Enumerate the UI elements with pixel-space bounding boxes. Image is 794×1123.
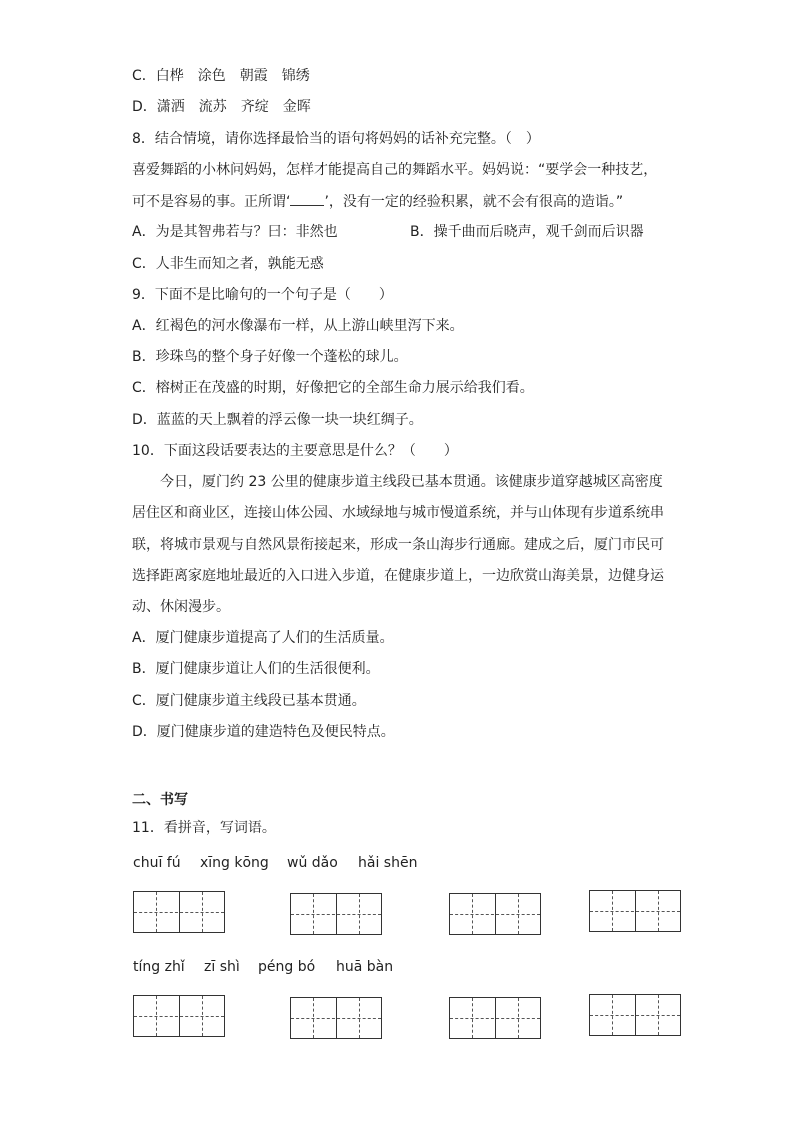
pinyin-ting-zhi: tíng zhǐ bbox=[133, 959, 185, 975]
q7-option-c: C．白桦 涂色 朝霞 锦绣 bbox=[132, 68, 310, 84]
q9-option-b: B．珍珠鸟的整个身子好像一个蓬松的球儿。 bbox=[132, 349, 408, 365]
pinyin-wu-dao: wǔ dǎo bbox=[287, 855, 338, 871]
writing-grid[interactable] bbox=[449, 997, 541, 1039]
q10-para-line4: 选择距离家庭地址最近的入口进入步道，在健康步道上，一边欣赏山海美景，边健身运 bbox=[132, 568, 664, 584]
writing-grid[interactable] bbox=[133, 891, 225, 933]
writing-grid[interactable] bbox=[290, 997, 382, 1039]
q9-stem: 9．下面不是比喻句的一个句子是（ ） bbox=[132, 287, 393, 303]
pinyin-xing-kong: xīng kōng bbox=[200, 855, 269, 871]
writing-grid[interactable] bbox=[589, 890, 681, 932]
writing-grid[interactable] bbox=[290, 893, 382, 935]
section-title: 二、书写 bbox=[132, 792, 188, 808]
pinyin-chui-fu: chuī fú bbox=[133, 855, 181, 871]
q8-option-b: B．操千曲而后晓声，观千剑而后识器 bbox=[410, 224, 644, 240]
q8-context-post: ’，没有一定的经验积累，就不会有很高的造诣。” bbox=[324, 194, 624, 210]
writing-grid[interactable] bbox=[449, 893, 541, 935]
q8-context-line1: 喜爱舞蹈的小林问妈妈，怎样才能提高自己的舞蹈水平。妈妈说：“要学会一种技艺， bbox=[132, 162, 658, 178]
q8-option-a: A．为是其智弗若与？曰：非然也 bbox=[132, 224, 338, 240]
answer-blank[interactable] bbox=[290, 191, 324, 206]
q8-option-c: C．人非生而知之者，孰能无惑 bbox=[132, 256, 324, 272]
q10-para-line5: 动、休闲漫步。 bbox=[132, 599, 230, 615]
q9-option-d: D．蓝蓝的天上飘着的浮云像一块一块红绸子。 bbox=[132, 412, 423, 428]
q8-stem: 8．结合情境，请你选择最恰当的语句将妈妈的话补充完整。（ ） bbox=[132, 131, 540, 147]
writing-grid[interactable] bbox=[589, 994, 681, 1036]
q10-para-line1: 今日，厦门约 23 公里的健康步道主线段已基本贯通。该健康步道穿越城区高密度 bbox=[160, 474, 663, 490]
q10-para-line2: 居住区和商业区，连接山体公园、水域绿地与城市慢道系统，并与山体现有步道系统串 bbox=[132, 505, 664, 521]
q10-option-d: D．厦门健康步道的建造特色及便民特点。 bbox=[132, 724, 395, 740]
q10-option-a: A．厦门健康步道提高了人们的生活质量。 bbox=[132, 630, 394, 646]
writing-grid[interactable] bbox=[133, 995, 225, 1037]
q10-option-c: C．厦门健康步道主线段已基本贯通。 bbox=[132, 693, 366, 709]
q11-stem: 11．看拼音，写词语。 bbox=[132, 820, 276, 836]
pinyin-hua-ban: huā bàn bbox=[336, 959, 394, 975]
q7-option-d: D．潇洒 流苏 齐绽 金晖 bbox=[132, 99, 311, 115]
q10-para-line3: 联，将城市景观与自然风景衔接起来，形成一条山海步行通廊。建成之后，厦门市民可 bbox=[132, 537, 664, 553]
q10-stem: 10．下面这段话要表达的主要意思是什么？（ ） bbox=[132, 443, 458, 459]
pinyin-peng-bo: péng bó bbox=[258, 959, 316, 975]
q10-option-b: B．厦门健康步道让人们的生活很便利。 bbox=[132, 661, 380, 677]
pinyin-zi-shi: zī shì bbox=[204, 959, 240, 975]
q9-option-a: A．红褐色的河水像瀑布一样，从上游山峡里泻下来。 bbox=[132, 318, 464, 334]
q8-context-pre: 可不是容易的事。正所谓‘ bbox=[132, 194, 291, 210]
pinyin-hai-shen: hǎi shēn bbox=[358, 855, 418, 871]
q9-option-c: C．榕树正在茂盛的时期，好像把它的全部生命力展示给我们看。 bbox=[132, 380, 534, 396]
q8-context-line2 bbox=[132, 191, 623, 212]
